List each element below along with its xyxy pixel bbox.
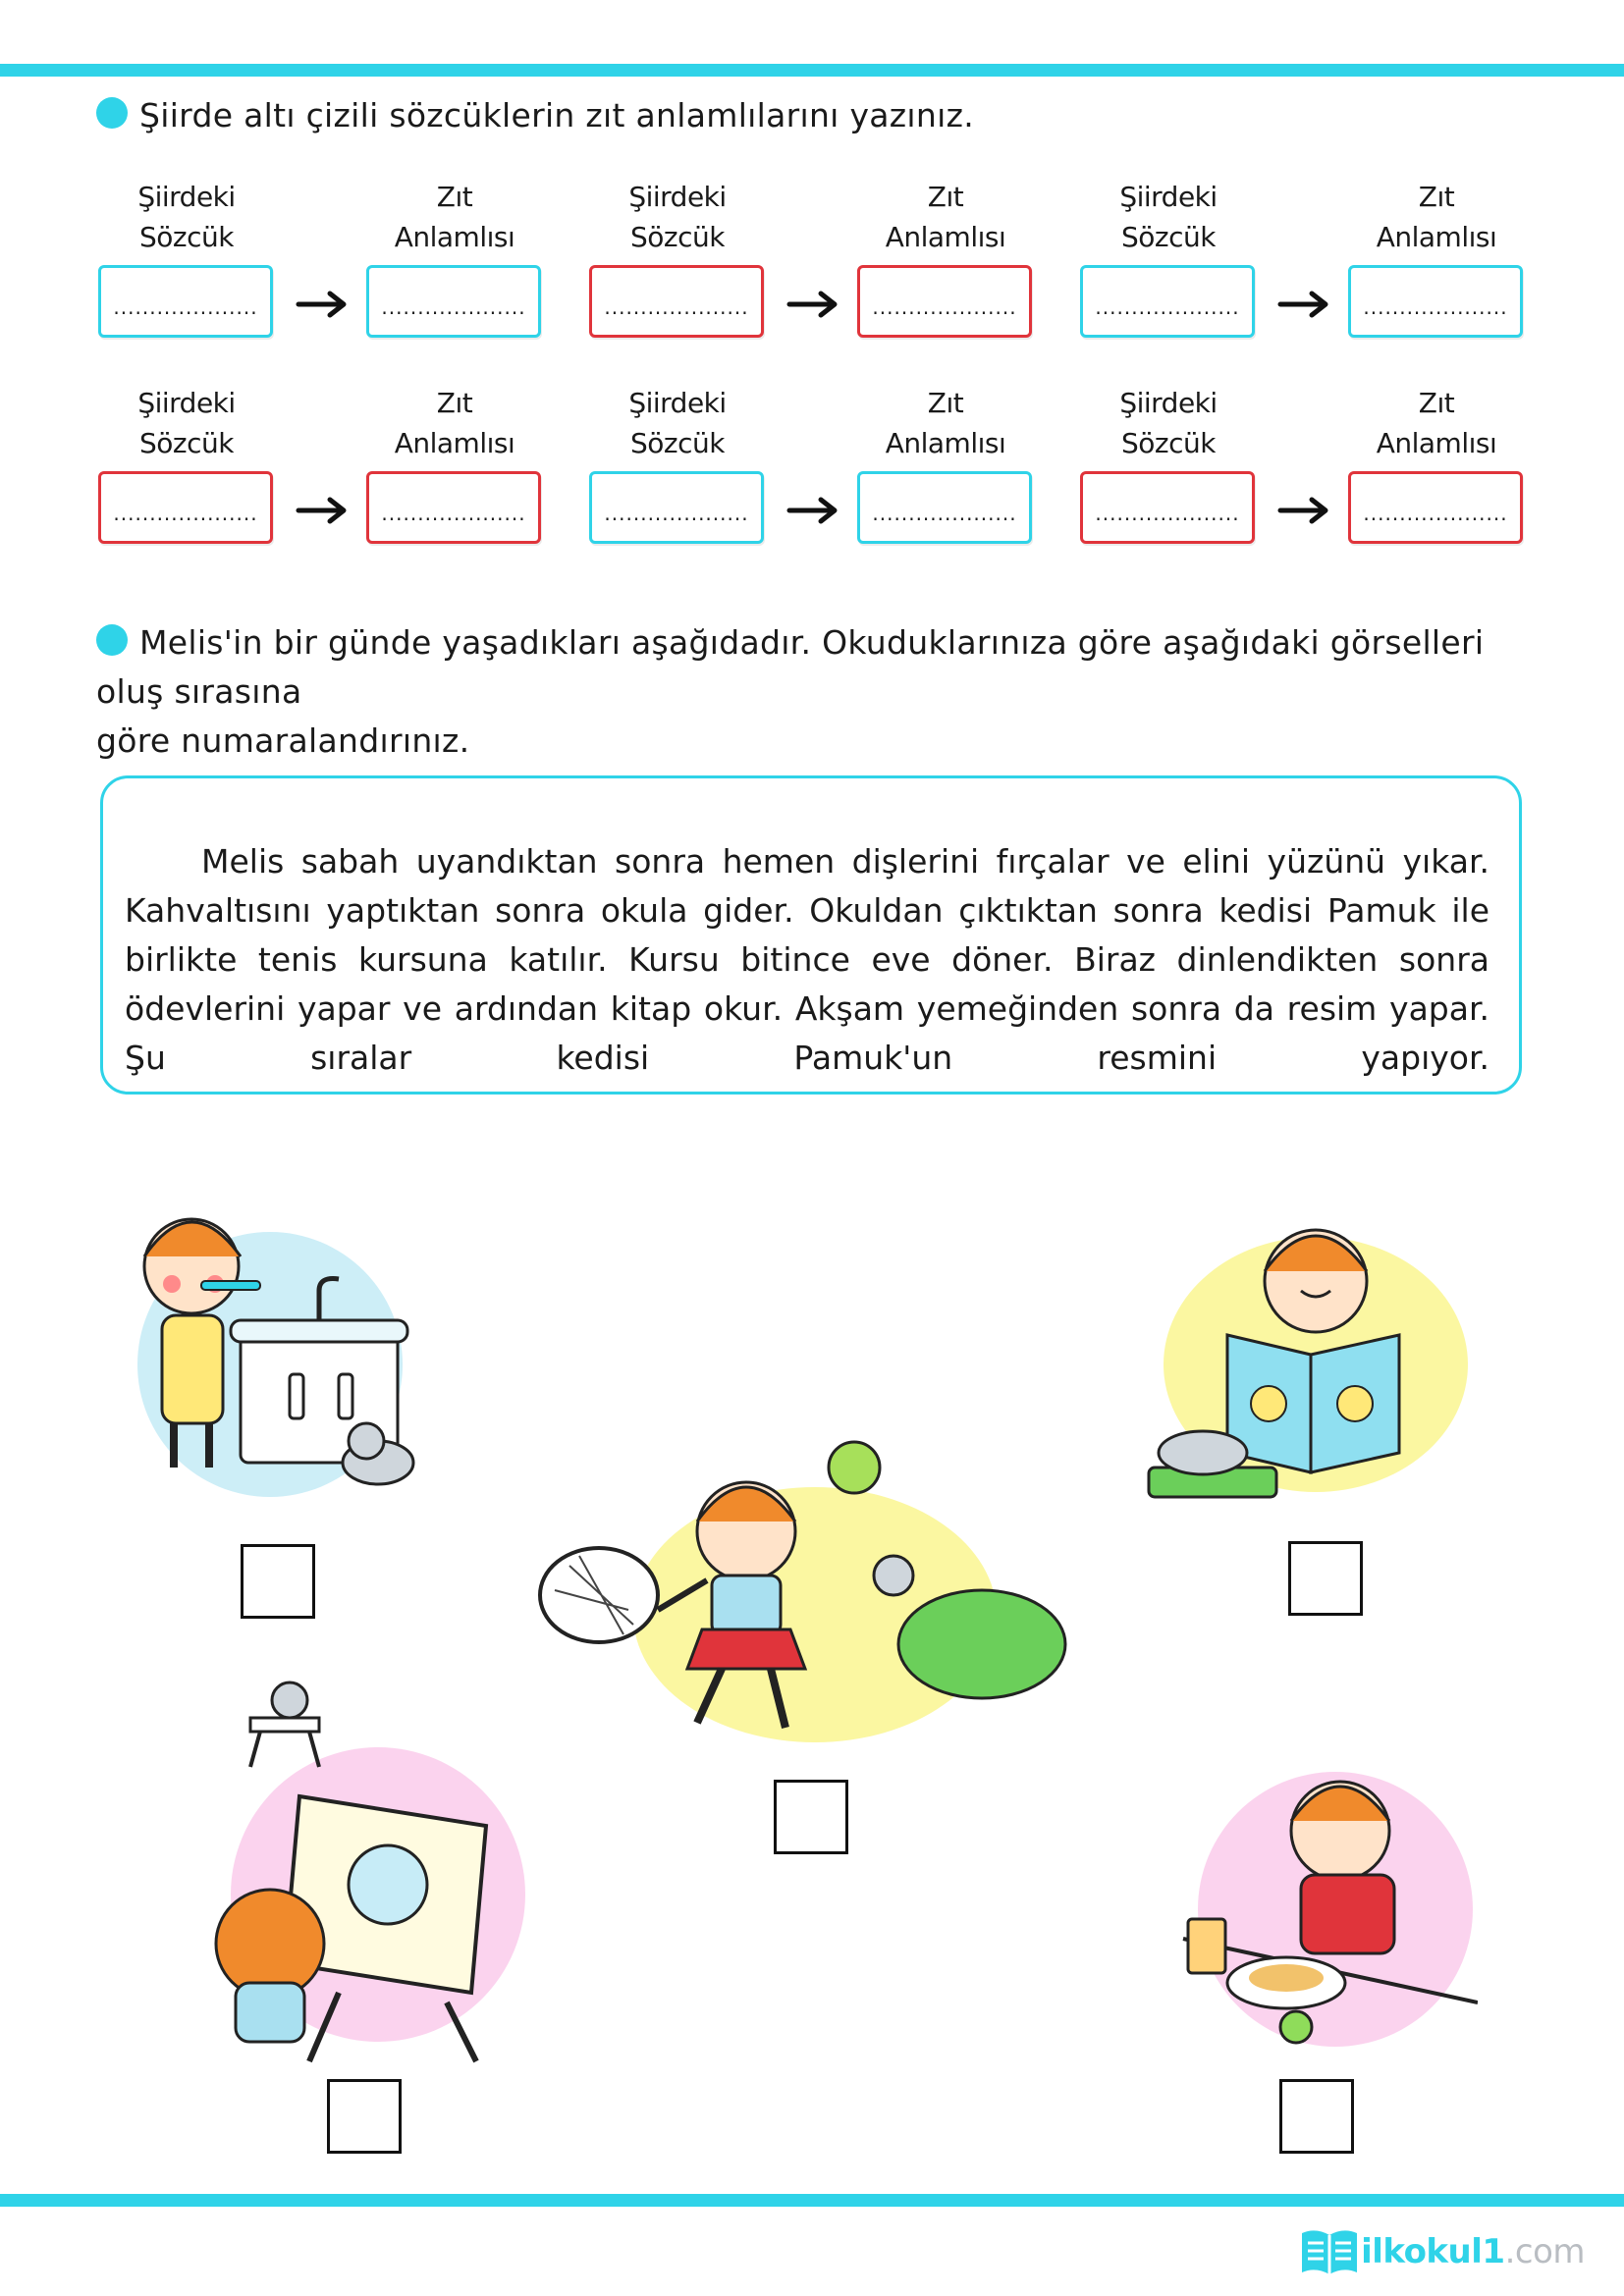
target-label: Zıt xyxy=(1418,387,1455,419)
target-label: Anlamlısı xyxy=(394,221,515,253)
word-pair-row-1 xyxy=(0,177,1624,363)
arrow-right-icon xyxy=(784,496,842,525)
source-label: Şiirdeki xyxy=(1119,387,1218,419)
question-2-line-1: Melis'in bir günde yaşadıkları aşağıdadır. Okuduklarınıza göre aşağıdaki görselleri oluş sırasına xyxy=(96,623,1485,711)
logo-text: ilkokul1 xyxy=(1361,2232,1505,2271)
question-2-line-2: göre numaralandırınız. xyxy=(96,721,470,760)
order-number-box[interactable] xyxy=(774,1780,848,1854)
top-rule xyxy=(0,64,1624,77)
target-label: Anlamlısı xyxy=(394,427,515,459)
source-label: Şiirdeki xyxy=(628,387,727,419)
source-word-cell xyxy=(589,383,766,544)
source-label: Şiirdeki xyxy=(137,181,236,213)
source-label: Sözcük xyxy=(1121,221,1216,253)
painting-cat-illustration xyxy=(191,1679,545,2071)
target-label: Zıt xyxy=(436,181,473,213)
source-word-cell xyxy=(589,177,766,338)
answer-box[interactable]: .................... xyxy=(857,265,1032,338)
target-word-cell xyxy=(857,177,1034,338)
story-passage xyxy=(100,775,1522,1095)
question-1-text: Şiirde altı çizili sözcüklerin zıt anlamlılarını yazınız. xyxy=(139,96,974,134)
answer-box[interactable]: .................... xyxy=(98,265,273,338)
eating-meal-illustration xyxy=(1173,1757,1478,2061)
target-word-cell xyxy=(366,383,543,544)
source-label: Sözcük xyxy=(630,427,725,459)
reading-book-illustration xyxy=(1129,1217,1483,1522)
target-word-cell xyxy=(1348,177,1525,338)
playing-tennis-illustration xyxy=(511,1438,1110,1752)
arrow-right-icon xyxy=(1274,290,1333,319)
answer-box[interactable]: .................... xyxy=(98,471,273,544)
target-word-cell xyxy=(1348,383,1525,544)
order-number-box[interactable] xyxy=(241,1544,315,1619)
answer-box[interactable]: .................... xyxy=(366,471,541,544)
answer-box[interactable]: .................... xyxy=(1348,265,1523,338)
brushing-teeth-illustration xyxy=(93,1198,466,1502)
source-label: Sözcük xyxy=(1121,427,1216,459)
answer-box[interactable]: .................... xyxy=(366,265,541,338)
bottom-rule xyxy=(0,2194,1624,2207)
bullet-icon xyxy=(96,624,128,656)
answer-box[interactable]: .................... xyxy=(1080,265,1255,338)
target-label: Zıt xyxy=(1418,181,1455,213)
answer-box[interactable]: .................... xyxy=(589,265,764,338)
source-label: Şiirdeki xyxy=(137,387,236,419)
site-logo xyxy=(1298,2225,1585,2278)
source-word-cell xyxy=(1080,383,1257,544)
logo-suffix: .com xyxy=(1504,2232,1585,2271)
question-2 xyxy=(96,618,1530,766)
source-label: Sözcük xyxy=(139,427,234,459)
target-label: Anlamlısı xyxy=(1376,221,1497,253)
target-label: Anlamlısı xyxy=(885,427,1006,459)
source-label: Şiirdeki xyxy=(628,181,727,213)
arrow-right-icon xyxy=(1274,496,1333,525)
target-label: Anlamlısı xyxy=(1376,427,1497,459)
arrow-right-icon xyxy=(784,290,842,319)
story-text: Melis sabah uyandıktan sonra hemen dişlerini fırçalar ve elini yüzünü yıkar. Kahvaltısını yaptıktan sonra okula gider. Okuldan çıktıktan sonra kedisi Pamuk ile birlikte tenis kursuna katılır. Kursu bitince eve döner. Biraz dinlendikten sonra ödevlerini yapar ve ardından kitap okur. Akşam yemeğinden sonra da resim yapar. Şu sıralar kedisi Pamuk'un resmini yapıyor. xyxy=(125,842,1489,1077)
answer-box[interactable]: .................... xyxy=(589,471,764,544)
source-word-cell xyxy=(98,383,275,544)
source-word-cell xyxy=(1080,177,1257,338)
answer-box[interactable]: .................... xyxy=(857,471,1032,544)
answer-box[interactable]: .................... xyxy=(1080,471,1255,544)
order-number-box[interactable] xyxy=(1279,2079,1354,2154)
source-label: Şiirdeki xyxy=(1119,181,1218,213)
word-pair-row-2 xyxy=(0,383,1624,569)
source-label: Sözcük xyxy=(630,221,725,253)
arrow-right-icon xyxy=(293,290,352,319)
book-icon xyxy=(1298,2225,1361,2278)
source-word-cell xyxy=(98,177,275,338)
target-label: Zıt xyxy=(927,181,964,213)
order-number-box[interactable] xyxy=(1288,1541,1363,1616)
bullet-icon xyxy=(96,97,128,129)
arrow-right-icon xyxy=(293,496,352,525)
source-label: Sözcük xyxy=(139,221,234,253)
order-number-box[interactable] xyxy=(327,2079,402,2154)
target-label: Zıt xyxy=(436,387,473,419)
question-1 xyxy=(96,96,974,134)
target-label: Anlamlısı xyxy=(885,221,1006,253)
target-word-cell xyxy=(366,177,543,338)
answer-box[interactable]: .................... xyxy=(1348,471,1523,544)
target-label: Zıt xyxy=(927,387,964,419)
target-word-cell xyxy=(857,383,1034,544)
